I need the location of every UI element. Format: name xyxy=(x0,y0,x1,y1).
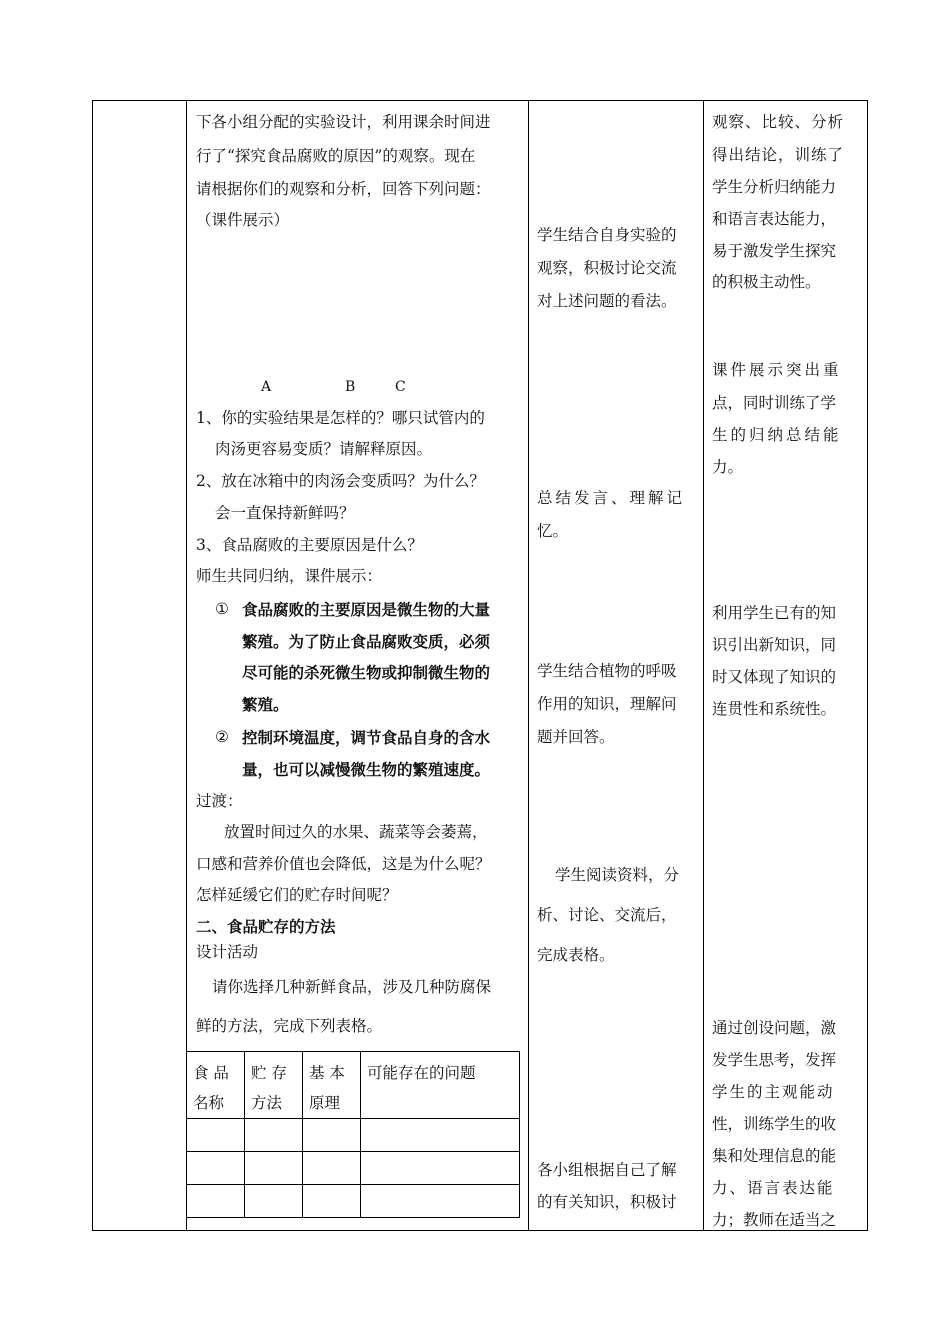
intro-line: 下各小组分配的实验设计，利用课余时间进 xyxy=(196,113,491,131)
header-text: 食 品 xyxy=(193,1064,229,1082)
header-storage-method xyxy=(245,1052,303,1119)
point-2-line: 量，也可以减慢微生物的繁殖速度。 xyxy=(242,760,491,779)
transition-label: 过渡： xyxy=(196,792,243,810)
point-2-marker: ② xyxy=(215,728,229,746)
student-text: 题并回答。 xyxy=(537,728,615,746)
table-header-row xyxy=(187,1052,520,1119)
figure-label-b: B xyxy=(345,379,356,395)
intro-line: （课件展示） xyxy=(196,211,290,229)
intent-text: 学生的主观能动 xyxy=(712,1083,835,1101)
column-divider-3 xyxy=(703,100,704,1231)
intent-text: 时又体现了知识的 xyxy=(712,668,837,686)
student-text: 对上述问题的看法。 xyxy=(537,292,677,310)
student-text: 的有关知识，积极讨 xyxy=(537,1193,677,1211)
point-1-marker: ① xyxy=(215,600,229,618)
student-text: 作用的知识，理解问 xyxy=(537,695,677,713)
header-text: 可能存在的问题 xyxy=(367,1064,476,1082)
student-text: 学生结合自身实验的 xyxy=(537,226,677,244)
table-cell[interactable] xyxy=(245,1152,303,1185)
transition-line: 怎样延缓它们的贮存时间呢？ xyxy=(196,886,398,904)
transition-line: 放置时间过久的水果、蔬菜等会萎蔫， xyxy=(224,823,488,841)
intro-line: 行了“探究食品腐败的原因”的观察。现在 xyxy=(196,147,476,165)
summary-label: 师生共同归纳，课件展示： xyxy=(196,567,383,585)
intent-text: 易于激发学生探究 xyxy=(712,242,837,260)
table-cell[interactable] xyxy=(187,1119,245,1152)
figure-label-c: C xyxy=(395,379,406,395)
intent-text: 观察、比较、分析 xyxy=(712,113,845,131)
table-cell[interactable] xyxy=(245,1119,303,1152)
point-2-line: 控制环境温度，调节食品自身的含水 xyxy=(242,728,491,747)
question-1-cont: 肉汤更容易变质？请解释原因。 xyxy=(215,440,433,458)
transition-line: 口感和营养价值也会降低，这是为什么呢？ xyxy=(196,855,491,873)
student-text: 完成表格。 xyxy=(537,946,615,964)
header-text: 原理 xyxy=(309,1094,341,1112)
intent-text: 得出结论，训练了 xyxy=(712,146,845,164)
intent-text: 通过创设问题，激 xyxy=(712,1019,837,1037)
intro-line: 请根据你们的观察和分析，回答下列问题： xyxy=(196,180,491,198)
table-cell[interactable] xyxy=(303,1185,361,1218)
intent-text: 力；教师在适当之 xyxy=(712,1211,837,1229)
section-title: 二、食品贮存的方法 xyxy=(196,917,336,936)
table-row xyxy=(187,1119,520,1152)
intent-text: 集和处理信息的能 xyxy=(712,1147,837,1165)
student-text: 学生阅读资料，分 xyxy=(555,866,680,884)
intent-text: 和语言表达能力， xyxy=(712,210,837,228)
intent-text: 生的归纳总结能 xyxy=(712,426,842,444)
table-cell[interactable] xyxy=(361,1185,520,1218)
activity-line: 请你选择几种新鲜食品，涉及几种防腐保 xyxy=(212,978,492,996)
student-text: 总结发言、理解记 xyxy=(537,489,686,507)
table-cell[interactable] xyxy=(361,1119,520,1152)
student-text: 各小组根据自己了解 xyxy=(537,1161,677,1179)
student-text: 忆。 xyxy=(537,522,569,540)
column-divider-2 xyxy=(528,100,529,1231)
table-row xyxy=(187,1152,520,1185)
student-text: 学生结合植物的呼吸 xyxy=(537,662,677,680)
header-text: 名称 xyxy=(193,1094,225,1112)
header-food-name xyxy=(187,1052,245,1119)
question-1: 1、你的实验结果是怎样的？哪只试管内的 xyxy=(196,409,485,427)
point-1-line: 繁殖。为了防止食品腐败变质，必须 xyxy=(242,632,491,651)
intent-text: 的积极主动性。 xyxy=(712,273,821,291)
point-1-line: 尽可能的杀死微生物或抑制微生物的 xyxy=(242,663,491,682)
intent-text: 力。 xyxy=(712,458,744,476)
table-cell[interactable] xyxy=(245,1185,303,1218)
header-principle xyxy=(303,1052,361,1119)
intent-text: 学生分析归纳能力 xyxy=(712,178,837,196)
student-text: 析、讨论、交流后， xyxy=(537,906,677,924)
table-cell[interactable] xyxy=(303,1152,361,1185)
table-cell[interactable] xyxy=(361,1152,520,1185)
question-2-cont: 会一直保持新鲜吗？ xyxy=(215,504,355,522)
activity-label: 设计活动 xyxy=(196,943,259,961)
header-text: 基 本 xyxy=(309,1064,345,1082)
intent-text: 连贯性和系统性。 xyxy=(712,700,837,718)
activity-line: 鲜的方法，完成下列表格。 xyxy=(196,1017,383,1035)
storage-methods-table xyxy=(186,1051,520,1218)
figure-label-a: A xyxy=(261,379,272,395)
intent-text: 性，训练学生的收 xyxy=(712,1115,837,1133)
table-cell[interactable] xyxy=(187,1185,245,1218)
question-2: 2、放在冰箱中的肉汤会变质吗？为什么？ xyxy=(196,472,485,490)
table-cell[interactable] xyxy=(187,1152,245,1185)
intent-text: 课件展示突出重 xyxy=(712,361,842,379)
header-text: 方法 xyxy=(251,1094,283,1112)
intent-text: 识引出新知识，同 xyxy=(712,636,837,654)
point-1-line: 繁殖。 xyxy=(242,695,289,714)
student-text: 观察，积极讨论交流 xyxy=(537,259,677,277)
intent-text: 发学生思考，发挥 xyxy=(712,1051,837,1069)
point-1-line: 食品腐败的主要原因是微生物的大量 xyxy=(242,600,491,619)
header-possible-problems xyxy=(361,1052,520,1119)
intent-text: 力、语言表达能 xyxy=(712,1179,835,1197)
table-cell[interactable] xyxy=(303,1119,361,1152)
intent-text: 点，同时训练了学 xyxy=(712,394,837,412)
question-3: 3、食品腐败的主要原因是什么？ xyxy=(196,536,423,554)
table-row xyxy=(187,1185,520,1218)
header-text: 贮 存 xyxy=(251,1064,287,1082)
intent-text: 利用学生已有的知 xyxy=(712,604,837,622)
